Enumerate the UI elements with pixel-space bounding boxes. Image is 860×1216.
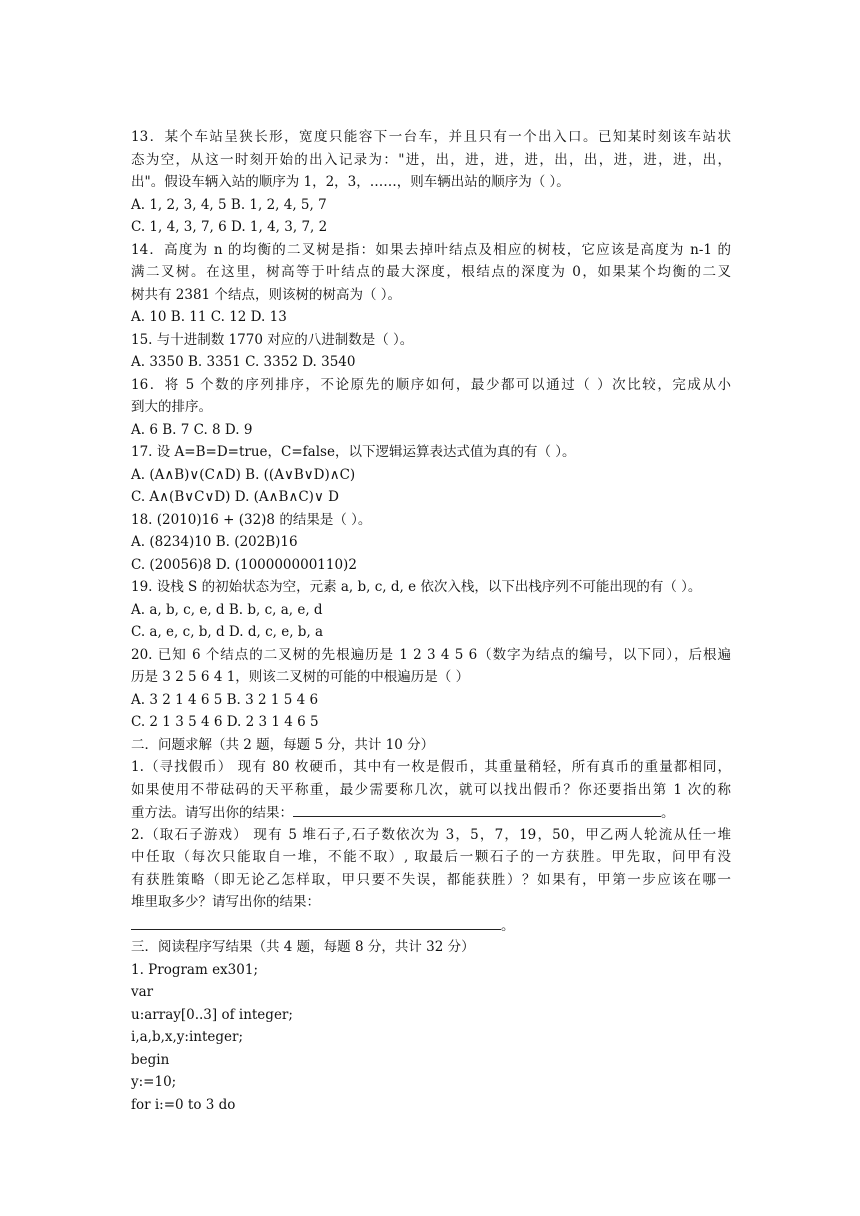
section-title: 二．问题求解（共 2 题，每题 5 分，共计 10 分） xyxy=(131,736,435,753)
answer-options: A. 3 2 1 4 6 5 B. 3 2 1 5 4 6 xyxy=(131,691,319,708)
answer-options: C. 1, 4, 3, 7, 6 D. 1, 4, 3, 7, 2 xyxy=(131,219,328,235)
code-line: 1. Program ex301; xyxy=(131,961,258,978)
question-text: 到大的排序。 xyxy=(131,399,212,415)
answer-options: A. 6 B. 7 C. 8 D. 9 xyxy=(131,421,253,438)
code-line: i,a,b,x,y:integer; xyxy=(131,1029,244,1045)
question-17 xyxy=(131,441,731,509)
question-text: 19. 设栈 S 的初始状态为空，元素 a, b, c, d, e 依次入栈，以下出栈序列不可能出现的有（ ）。 xyxy=(131,579,702,595)
question-text: 18. (2010)16 + (32)8 的结果是（ ）。 xyxy=(131,511,372,528)
code-line: begin xyxy=(131,1051,170,1068)
question-18 xyxy=(131,509,731,577)
code-line: for i:=0 to 3 do xyxy=(131,1096,236,1113)
program-code xyxy=(131,959,731,1117)
answer-options: A. (8234)10 B. (202B)16 xyxy=(131,534,298,550)
question-13 xyxy=(131,126,731,239)
code-line: u:array[0..3] of integer; xyxy=(131,1006,293,1023)
question-text: 历是 3 2 5 6 4 1，则该二叉树的可能的中根遍历是（ ） xyxy=(131,669,470,685)
question-text: 满二叉树。在这里，树高等于叶结点的最大深度，根结点的深度为 0，如果某个均衡的二叉 xyxy=(131,264,731,280)
answer-options: A. a, b, c, e, d B. b, c, a, e, d xyxy=(131,601,323,618)
problem-text: 1.（寻找假币） 现有 80 枚硬币，其中有一枚是假币，其重量稍轻，所有真币的重量都相同， xyxy=(131,759,731,775)
question-19 xyxy=(131,576,731,644)
question-16 xyxy=(131,374,731,442)
question-text: 出"。假设车辆入站的顺序为 1，2，3，……，则车辆出站的顺序为（ ）。 xyxy=(131,174,570,190)
problem-text: 如果使用不带砝码的天平称重，最少需要称几次，就可以找出假币？你还要指出第 1 次的称 xyxy=(131,781,731,798)
problem-text: 有获胜策略（即无论乙怎样取，甲只要不失误，都能获胜）？如果有，甲第一步应该在哪一 xyxy=(131,871,731,888)
question-text: 树共有 2381 个结点，则该树的树高为（ ）。 xyxy=(131,286,401,303)
question-text: 20. 已知 6 个结点的二叉树的先根遍历是 1 2 3 4 5 6（数字为结点的编号，以下同），后根遍 xyxy=(131,646,731,663)
answer-options: A. (A∧B)∨(C∧D) B. ((A∨B∨D)∧C) xyxy=(131,466,356,483)
problem-text: 中任取（每次只能取自一堆，不能不取）, 取最后一颗石子的一方获胜。甲先取，问甲有没 xyxy=(131,849,731,865)
answer-options: A. 1, 2, 3, 4, 5 B. 1, 2, 4, 5, 7 xyxy=(131,196,327,213)
problem-stone-game xyxy=(131,824,731,937)
question-text: 态为空，从这一时刻开始的出入记录为："进，出，进，进，进，出，出，进，进，进，出， xyxy=(131,151,731,168)
question-14 xyxy=(131,239,731,329)
problem-text-prefix: 重方法。请写出你的结果： xyxy=(131,805,293,821)
question-text: 17. 设 A=B=D=true，C=false，以下逻辑运算表达式值为真的有（ ）。 xyxy=(131,444,576,460)
section-title: 三．阅读程序写结果（共 4 题，每题 8 分，共计 32 分） xyxy=(131,939,475,955)
answer-options: C. A∧(B∨C∨D) D. (A∧B∧C)∨ D xyxy=(131,489,339,505)
answer-suffix: 。 xyxy=(501,917,515,934)
question-text: 15. 与十进制数 1770 对应的八进制数是（ ）。 xyxy=(131,331,414,348)
answer-options: C. a, e, c, b, d D. d, c, e, b, a xyxy=(131,624,324,640)
problem-text-suffix: 。 xyxy=(661,805,675,821)
question-text: 13．某个车站呈狭长形，宽度只能容下一台车，并且只有一个出入口。已知某时刻该车站状 xyxy=(131,129,731,145)
answer-options: C. (20056)8 D. (100000000110)2 xyxy=(131,556,357,573)
question-15 xyxy=(131,329,731,374)
code-line: var xyxy=(131,984,154,1000)
answer-line xyxy=(131,914,731,937)
problem-text: 2.（取石子游戏） 现有 5 堆石子,石子数依次为 3，5，7，19，50，甲乙两人轮流从任一堆 xyxy=(131,826,731,843)
exam-page xyxy=(131,126,731,1116)
code-line: y:=10; xyxy=(131,1074,177,1090)
answer-blank[interactable] xyxy=(131,914,501,930)
answer-options: C. 2 1 3 5 4 6 D. 2 3 1 4 6 5 xyxy=(131,714,319,730)
question-text: 14．高度为 n 的均衡的二叉树是指：如果去掉叶结点及相应的树枝，它应该是高度为 n-1 的 xyxy=(131,241,731,258)
question-text: 16．将 5 个数的序列排序，不论原先的顺序如何，最少都可以通过（ ）次比较，完成从小 xyxy=(131,376,731,393)
answer-options: A. 10 B. 11 C. 12 D. 13 xyxy=(131,309,287,325)
question-20 xyxy=(131,644,731,734)
answer-blank[interactable] xyxy=(293,801,661,817)
problem-text: 堆里取多少？请写出你的结果： xyxy=(131,894,320,910)
answer-options: A. 3350 B. 3351 C. 3352 D. 3540 xyxy=(131,354,356,370)
problem-fake-coin xyxy=(131,756,731,824)
problem-text xyxy=(131,801,731,824)
